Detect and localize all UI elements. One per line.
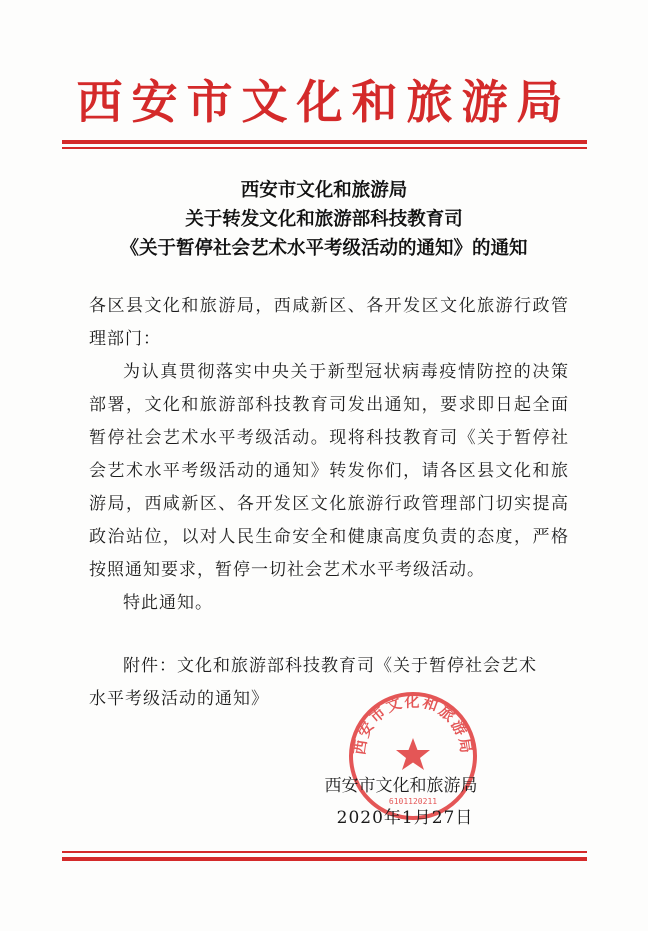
issuer-signature: 西安市文化和旅游局 xyxy=(324,776,478,796)
attachment-label: 附件： xyxy=(123,656,177,676)
recipient-line: 各区县文化和旅游局，西咸新区、各开发区文化旅游行政管理部门： xyxy=(89,296,569,349)
document-title-line3: 《关于暂停社会艺术水平考级活动的通知》的通知 xyxy=(120,238,528,259)
issue-date: 2020年1月27日 xyxy=(336,808,474,828)
attachment-text-1: 文化和旅游部科技教育司《关于暂停社会艺术 xyxy=(177,656,537,676)
seal-arc-text: 西安市文化和旅游局 xyxy=(350,692,476,757)
seal-code: 6101120211 xyxy=(388,797,438,806)
footer-rule-thin xyxy=(62,851,587,853)
document-title-line2: 关于转发文化和旅游部科技教育司 xyxy=(185,209,463,230)
document-title-line1: 西安市文化和旅游局 xyxy=(240,180,408,201)
masthead-rule-thin xyxy=(62,147,587,149)
masthead-rule-thick xyxy=(62,140,587,144)
attachment-block xyxy=(89,650,559,716)
body-paragraph-1: 为认真贯彻落实中央关于新型冠状病毒疫情防控的决策部署，文化和旅游部科技教育司发出通知，要求即日起全面暂停社会艺术水平考级活动。现将科技教育司《关于暂停社会艺术水平考级活动的通知》转发你们，请各区县文化和旅游局，西咸新区、各开发区文化旅游行政管理部门切实提高政治站位，以对人民生命安全和健康高度负责的态度，严格按照通知要求，暂停一切社会艺术水平考级活动。 xyxy=(89,362,569,580)
attachment-line-2: 水平考级活动的通知》 xyxy=(89,689,269,709)
masthead-title: 西安市文化和旅游局 xyxy=(76,75,572,129)
seal-star-icon xyxy=(396,738,430,770)
body-paragraph-2: 特此通知。 xyxy=(123,593,213,613)
footer-rule-thick xyxy=(62,857,587,861)
attachment-line-1 xyxy=(89,650,559,683)
document-body xyxy=(89,290,569,620)
